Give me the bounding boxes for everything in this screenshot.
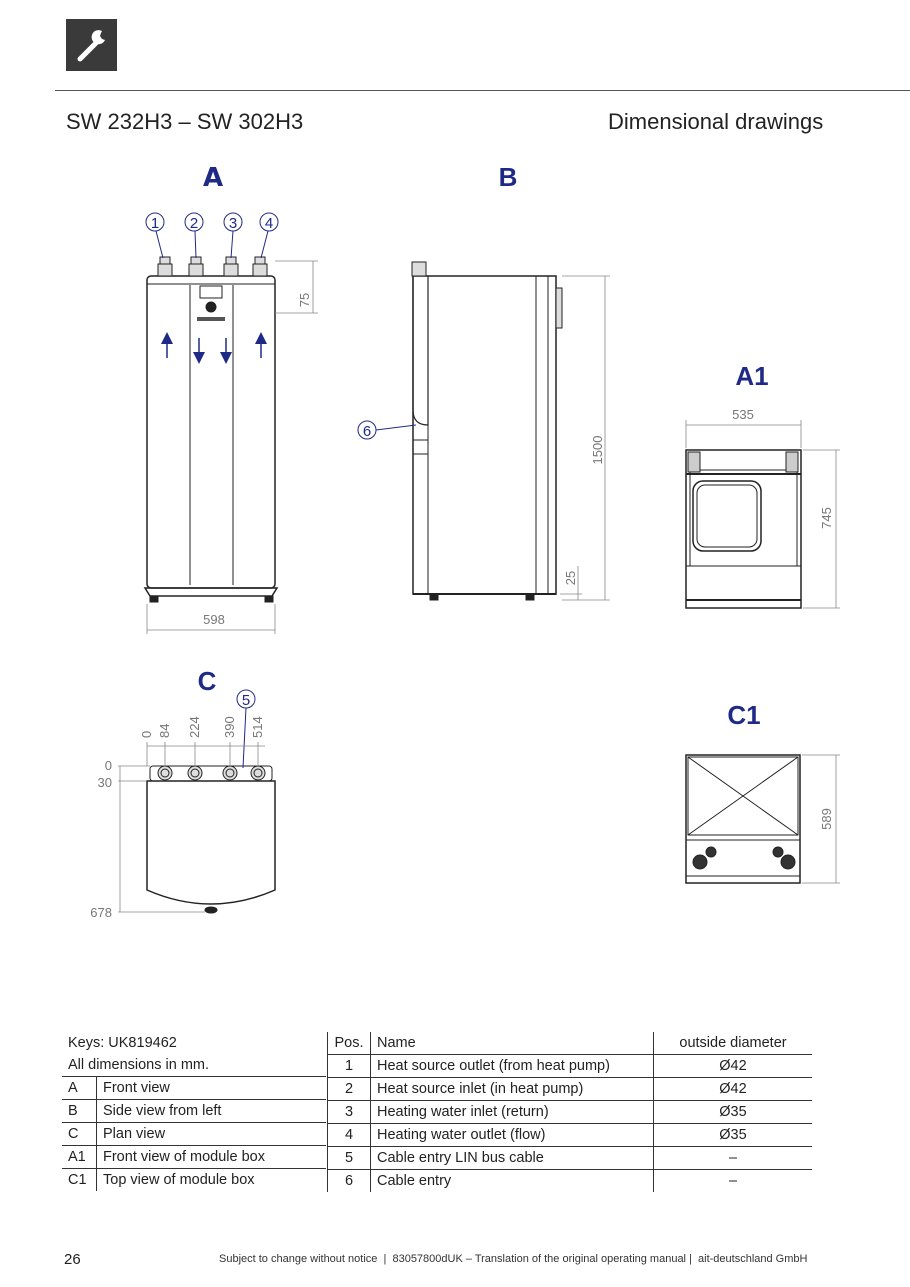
dim-b-height: 1500 (590, 435, 605, 465)
dim-c-y-678: 678 (90, 905, 112, 920)
footer-notice: Subject to change without notice | 83057800dUK – Translation of the original operating manual | ait-deutschland GmbH (219, 1253, 808, 1265)
callout-1: 1 (150, 215, 160, 232)
view-label-a1: A1 (735, 361, 769, 391)
page-number: 26 (64, 1251, 81, 1268)
view-label-c: C (197, 666, 217, 696)
dia-cell: Ø42 (719, 1058, 747, 1074)
col-dia-header: outside diameter (679, 1035, 787, 1051)
section-title: Dimensional drawings (608, 109, 824, 134)
dims-note-row (62, 1054, 326, 1077)
view-code: B (62, 1100, 97, 1123)
dia-cell: Ø35 (719, 1104, 747, 1120)
table-row (328, 1055, 813, 1078)
dim-a-width: 598 (203, 612, 225, 627)
callout-4: 4 (264, 215, 274, 232)
side-view-drawing (412, 262, 562, 600)
keys-views-table (62, 1032, 326, 1191)
view-label-c1: C1 (727, 700, 761, 730)
flow-arrows (167, 338, 261, 358)
module-box-front-drawing (686, 450, 801, 608)
view-text: Plan view (103, 1126, 166, 1142)
pos-cell: 5 (328, 1147, 371, 1170)
dim-a-top: 75 (297, 292, 312, 308)
table-row (62, 1077, 326, 1100)
table-row (62, 1169, 326, 1192)
dim-c1-height: 589 (819, 808, 834, 830)
col-pos-header: Pos. (328, 1032, 371, 1055)
col-name-header: Name (371, 1032, 654, 1055)
name-cell: Heating water inlet (return) (371, 1101, 654, 1124)
view-code: C (62, 1123, 97, 1146)
model-range-title: SW 232H3 – SW 302H3 (66, 109, 304, 134)
name-cell: Heat source outlet (from heat pump) (371, 1055, 654, 1078)
table-row (328, 1101, 813, 1124)
name-cell: Cable entry LIN bus cable (371, 1147, 654, 1170)
positions-header-row (328, 1032, 813, 1055)
dim-c-x-390: 390 (222, 716, 237, 738)
plan-view-drawing (147, 766, 275, 913)
table-row (328, 1170, 813, 1193)
table-row (62, 1146, 326, 1169)
module-box-front-dimensions (686, 420, 840, 608)
callouts-top (146, 213, 278, 258)
pos-cell: 4 (328, 1124, 371, 1147)
callout-5: 5 (241, 692, 251, 709)
dim-c-y-0: 0 (104, 758, 112, 773)
pos-cell: 6 (328, 1170, 371, 1193)
callout-3: 3 (228, 215, 238, 232)
table-row (328, 1124, 813, 1147)
table-row (62, 1100, 326, 1123)
keys-label: Keys: UK819462 (68, 1035, 177, 1051)
name-cell: Cable entry (371, 1170, 654, 1193)
dims-note: All dimensions in mm. (68, 1057, 210, 1073)
module-box-top-drawing (686, 755, 800, 883)
view-label-b: B (498, 162, 518, 192)
callout-6: 6 (362, 423, 372, 440)
view-code: A1 (62, 1146, 97, 1169)
dia-cell: – (728, 1173, 738, 1189)
dim-b-foot: 25 (563, 570, 578, 586)
view-text: Side view from left (103, 1103, 222, 1119)
callout-6-group (358, 421, 416, 440)
front-view-drawing (145, 257, 277, 602)
dim-c-x-514: 514 (250, 716, 265, 738)
dim-c-x-84: 84 (157, 723, 172, 738)
dim-c-x-0: 0 (139, 730, 154, 738)
dim-c-x-224: 224 (187, 716, 202, 738)
callout-2: 2 (189, 215, 199, 232)
pos-cell: 2 (328, 1078, 371, 1101)
pos-cell: 3 (328, 1101, 371, 1124)
dim-c-y-30: 30 (97, 775, 112, 790)
positions-table (327, 1032, 812, 1192)
dia-cell: Ø35 (719, 1127, 747, 1143)
name-cell: Heat source inlet (in heat pump) (371, 1078, 654, 1101)
view-code: A (62, 1077, 97, 1100)
dim-a1-height: 745 (819, 507, 834, 529)
dim-a1-width: 535 (732, 407, 754, 422)
dia-cell: Ø42 (719, 1081, 747, 1097)
view-label-a: A (202, 163, 224, 193)
view-text: Top view of module box (103, 1172, 255, 1188)
view-text: Front view of module box (103, 1149, 265, 1165)
pos-cell: 1 (328, 1055, 371, 1078)
table-row (328, 1147, 813, 1170)
keys-label-row (62, 1032, 326, 1054)
view-text: Front view (103, 1080, 170, 1096)
name-cell: Heating water outlet (flow) (371, 1124, 654, 1147)
view-code: C1 (62, 1169, 97, 1192)
dia-cell: – (728, 1150, 738, 1166)
table-row (62, 1123, 326, 1146)
table-row (328, 1078, 813, 1101)
